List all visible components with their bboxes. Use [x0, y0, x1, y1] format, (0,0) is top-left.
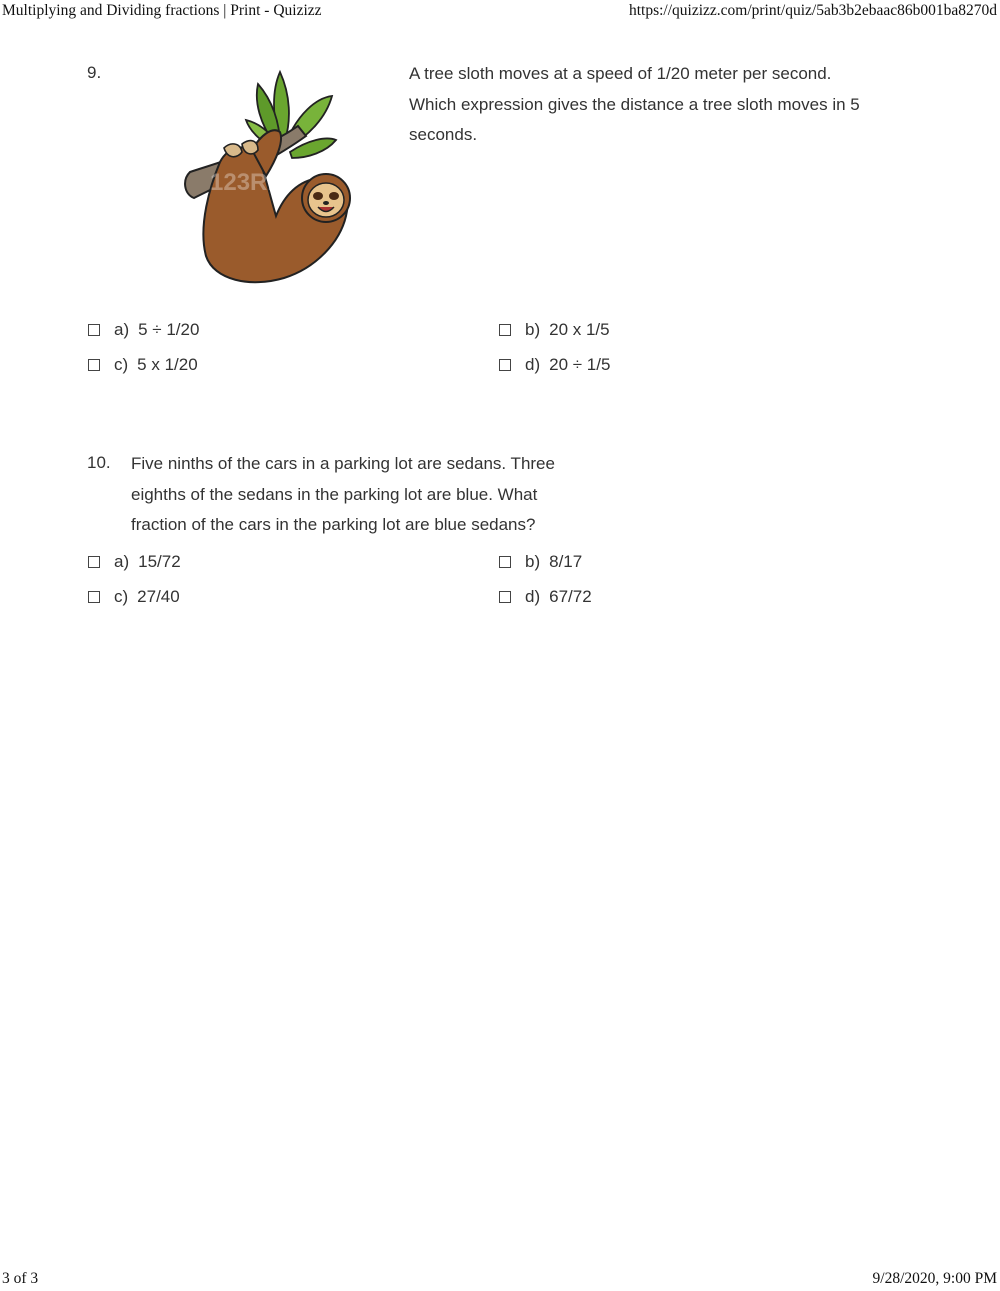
- question-line: Which expression gives the distance a tree sloth moves in 5: [409, 94, 860, 114]
- question-text: [131, 449, 631, 541]
- watermark-text: 123RF: [210, 169, 283, 196]
- option-text: 8/17: [549, 552, 583, 571]
- checkbox[interactable]: [499, 556, 511, 568]
- question-line: A tree sloth moves at a speed of 1/20 meter per second.: [409, 64, 832, 83]
- print-footer: [0, 1269, 1000, 1291]
- option-d[interactable]: [499, 586, 592, 608]
- print-page-url: https://quizizz.com/print/quiz/5ab3b2ebaac86b001ba8270d: [628, 2, 997, 19]
- option-letter: a): [114, 320, 130, 339]
- question-number: 10.: [87, 453, 111, 472]
- option-text: 20 x 1/5: [549, 320, 610, 339]
- page-count: 3 of 3: [2, 1270, 39, 1287]
- checkbox[interactable]: [499, 324, 511, 336]
- option-text: 15/72: [138, 552, 181, 571]
- option-text: 5 ÷ 1/20: [138, 320, 200, 339]
- checkbox[interactable]: [88, 591, 100, 603]
- option-c[interactable]: [88, 586, 180, 608]
- option-a[interactable]: [88, 319, 199, 341]
- question-text: [409, 59, 969, 151]
- option-b[interactable]: [499, 551, 582, 573]
- question-line: seconds.: [409, 125, 478, 144]
- option-letter: d): [525, 587, 541, 606]
- question-number: 9.: [87, 63, 102, 82]
- checkbox[interactable]: [88, 556, 100, 568]
- option-letter: c): [114, 355, 129, 374]
- checkbox[interactable]: [88, 324, 100, 336]
- checkbox[interactable]: [88, 359, 100, 371]
- option-letter: d): [525, 355, 541, 374]
- sloth-image: [180, 66, 362, 290]
- option-d[interactable]: [499, 354, 610, 376]
- option-text: 20 ÷ 1/5: [549, 355, 611, 374]
- option-letter: c): [114, 587, 129, 606]
- print-page-title: Multiplying and Dividing fractions | Print - Quizizz: [2, 2, 322, 19]
- checkbox[interactable]: [499, 359, 511, 371]
- checkbox[interactable]: [499, 591, 511, 603]
- question-line: Five ninths of the cars in a parking lot are sedans. Three: [131, 454, 555, 473]
- option-text: 27/40: [137, 587, 180, 606]
- print-header: [0, 0, 1000, 24]
- option-text: 5 x 1/20: [137, 355, 198, 374]
- option-text: 67/72: [549, 587, 592, 606]
- option-letter: a): [114, 552, 130, 571]
- option-b[interactable]: [499, 319, 610, 341]
- question-line: fraction of the cars in the parking lot are blue sedans?: [131, 515, 536, 534]
- option-c[interactable]: [88, 354, 198, 376]
- option-letter: b): [525, 320, 541, 339]
- option-a[interactable]: [88, 551, 181, 573]
- print-datetime: 9/28/2020, 9:00 PM: [872, 1270, 997, 1287]
- question-line: eighths of the sedans in the parking lot are blue. What: [131, 484, 538, 504]
- option-letter: b): [525, 552, 541, 571]
